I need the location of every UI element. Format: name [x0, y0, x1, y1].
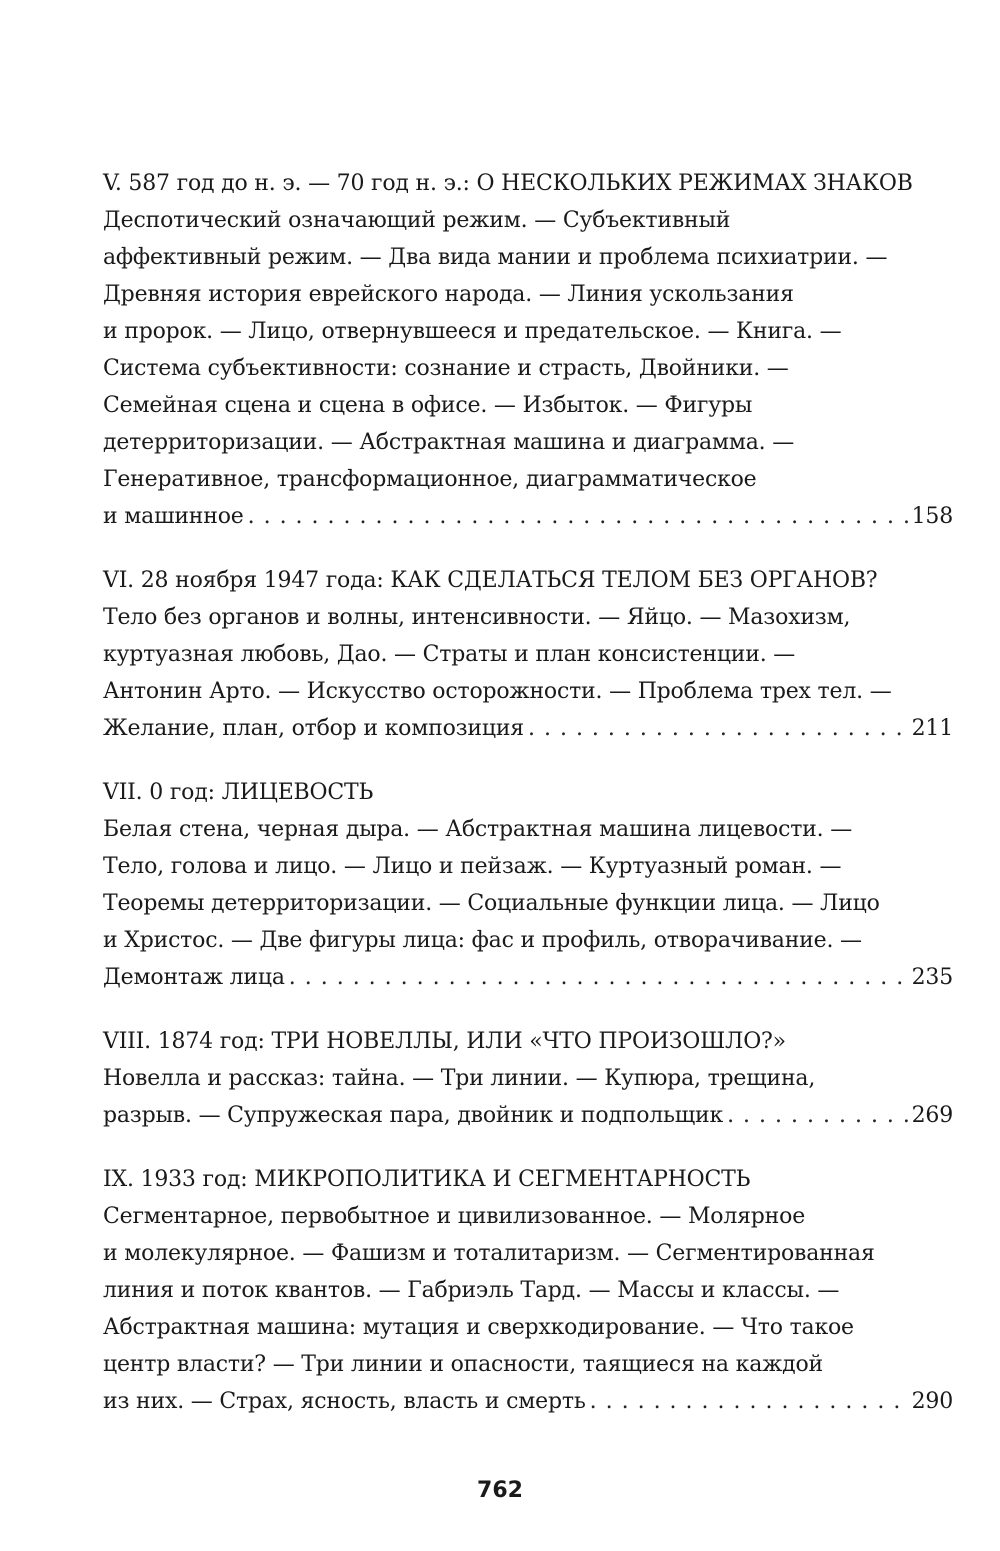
summary-line: и пророк. — Лицо, отвернувшееся и предательское. — Книга. — — [103, 319, 842, 344]
summary-line: Генеративное, трансформационное, диаграмматическое — [103, 467, 757, 492]
page-reference: 269 — [911, 1103, 953, 1128]
summary-line-text: Демонтаж лица — [103, 965, 285, 990]
dot-leader — [244, 498, 908, 535]
summary-line: Деспотический означающий режим. — Субъективный — [103, 208, 731, 233]
summary-line: и молекулярное. — Фашизм и тоталитаризм. — Сегментированная — [103, 1241, 875, 1266]
chapter-title: VIII. 1874 год: ТРИ НОВЕЛЛЫ, ИЛИ «ЧТО ПРОИЗОШЛО?» — [103, 1029, 786, 1054]
summary-last-line — [103, 1383, 953, 1420]
summary-line: линия и поток квантов. — Габриэль Тард. — Массы и классы. — — [103, 1278, 840, 1303]
summary-line: центр власти? — Три линии и опасности, таящиеся на каждой — [103, 1352, 824, 1377]
page-reference: 290 — [911, 1389, 953, 1414]
chapter-title: VI. 28 ноября 1947 года: КАК СДЕЛАТЬСЯ ТЕЛОМ БЕЗ ОРГАНОВ? — [103, 568, 878, 593]
summary-line: и Христос. — Две фигуры лица: фас и профиль, отворачивание. — — [103, 928, 862, 953]
summary-line: куртуазная любовь, Дао. — Страты и план консистенции. — — [103, 642, 796, 667]
toc-entry-vii — [103, 774, 953, 996]
chapter-title: VII. 0 год: ЛИЦЕВОСТЬ — [103, 780, 374, 805]
toc-entry-v — [103, 165, 953, 535]
summary-last-line — [103, 1097, 953, 1134]
summary-line-text: из них. — Страх, ясность, власть и смерть — [103, 1389, 586, 1414]
summary-line: Абстрактная машина: мутация и сверхкодирование. — Что такое — [103, 1315, 854, 1340]
summary-line: Сегментарное, первобытное и цивилизованное. — Молярное — [103, 1204, 806, 1229]
toc-entry-viii — [103, 1023, 953, 1134]
toc-entry-vi — [103, 562, 953, 747]
summary-line: Антонин Арто. — Искусство осторожности. — Проблема трех тел. — — [103, 679, 892, 704]
summary-last-line — [103, 710, 953, 747]
table-of-contents — [103, 165, 953, 1447]
summary-line: Древняя история еврейского народа. — Линия ускользания — [103, 282, 794, 307]
page-reference: 235 — [911, 965, 953, 990]
chapter-title: IX. 1933 год: МИКРОПОЛИТИКА И СЕГМЕНТАРНОСТЬ — [103, 1167, 751, 1192]
toc-entry-ix — [103, 1161, 953, 1420]
summary-line: Теоремы детерриторизации. — Социальные функции лица. — Лицо — [103, 891, 880, 916]
summary-line: Новелла и рассказ: тайна. — Три линии. — Купюра, трещина, — [103, 1066, 816, 1091]
summary-line: Тело, голова и лицо. — Лицо и пейзаж. — Куртуазный роман. — — [103, 854, 842, 879]
dot-leader — [285, 959, 908, 996]
summary-line-text: и машинное — [103, 504, 244, 529]
summary-line: Белая стена, черная дыра. — Абстрактная машина лицевости. — — [103, 817, 853, 842]
page-reference: 211 — [911, 716, 953, 741]
summary-last-line — [103, 959, 953, 996]
dot-leader — [524, 710, 908, 747]
page-reference: 158 — [911, 504, 953, 529]
summary-line: детерриторизации. — Абстрактная машина и диаграмма. — — [103, 430, 795, 455]
summary-line: аффективный режим. — Два вида мании и проблема психиатрии. — — [103, 245, 888, 270]
summary-line-text: разрыв. — Супружеская пара, двойник и подпольщик — [103, 1103, 724, 1128]
dot-leader — [723, 1097, 908, 1134]
summary-line: Семейная сцена и сцена в офисе. — Избыток. — Фигуры — [103, 393, 753, 418]
summary-line: Система субъективности: сознание и страсть, Двойники. — — [103, 356, 789, 381]
chapter-title: V. 587 год до н. э. — 70 год н. э.: О НЕСКОЛЬКИХ РЕЖИМАХ ЗНАКОВ — [103, 171, 913, 196]
summary-last-line — [103, 498, 953, 535]
dot-leader — [586, 1383, 908, 1420]
summary-line: Тело без органов и волны, интенсивности. — Яйцо. — Мазохизм, — [103, 605, 851, 630]
summary-line-text: Желание, план, отбор и композиция — [103, 716, 524, 741]
page-number: 762 — [477, 1478, 523, 1503]
